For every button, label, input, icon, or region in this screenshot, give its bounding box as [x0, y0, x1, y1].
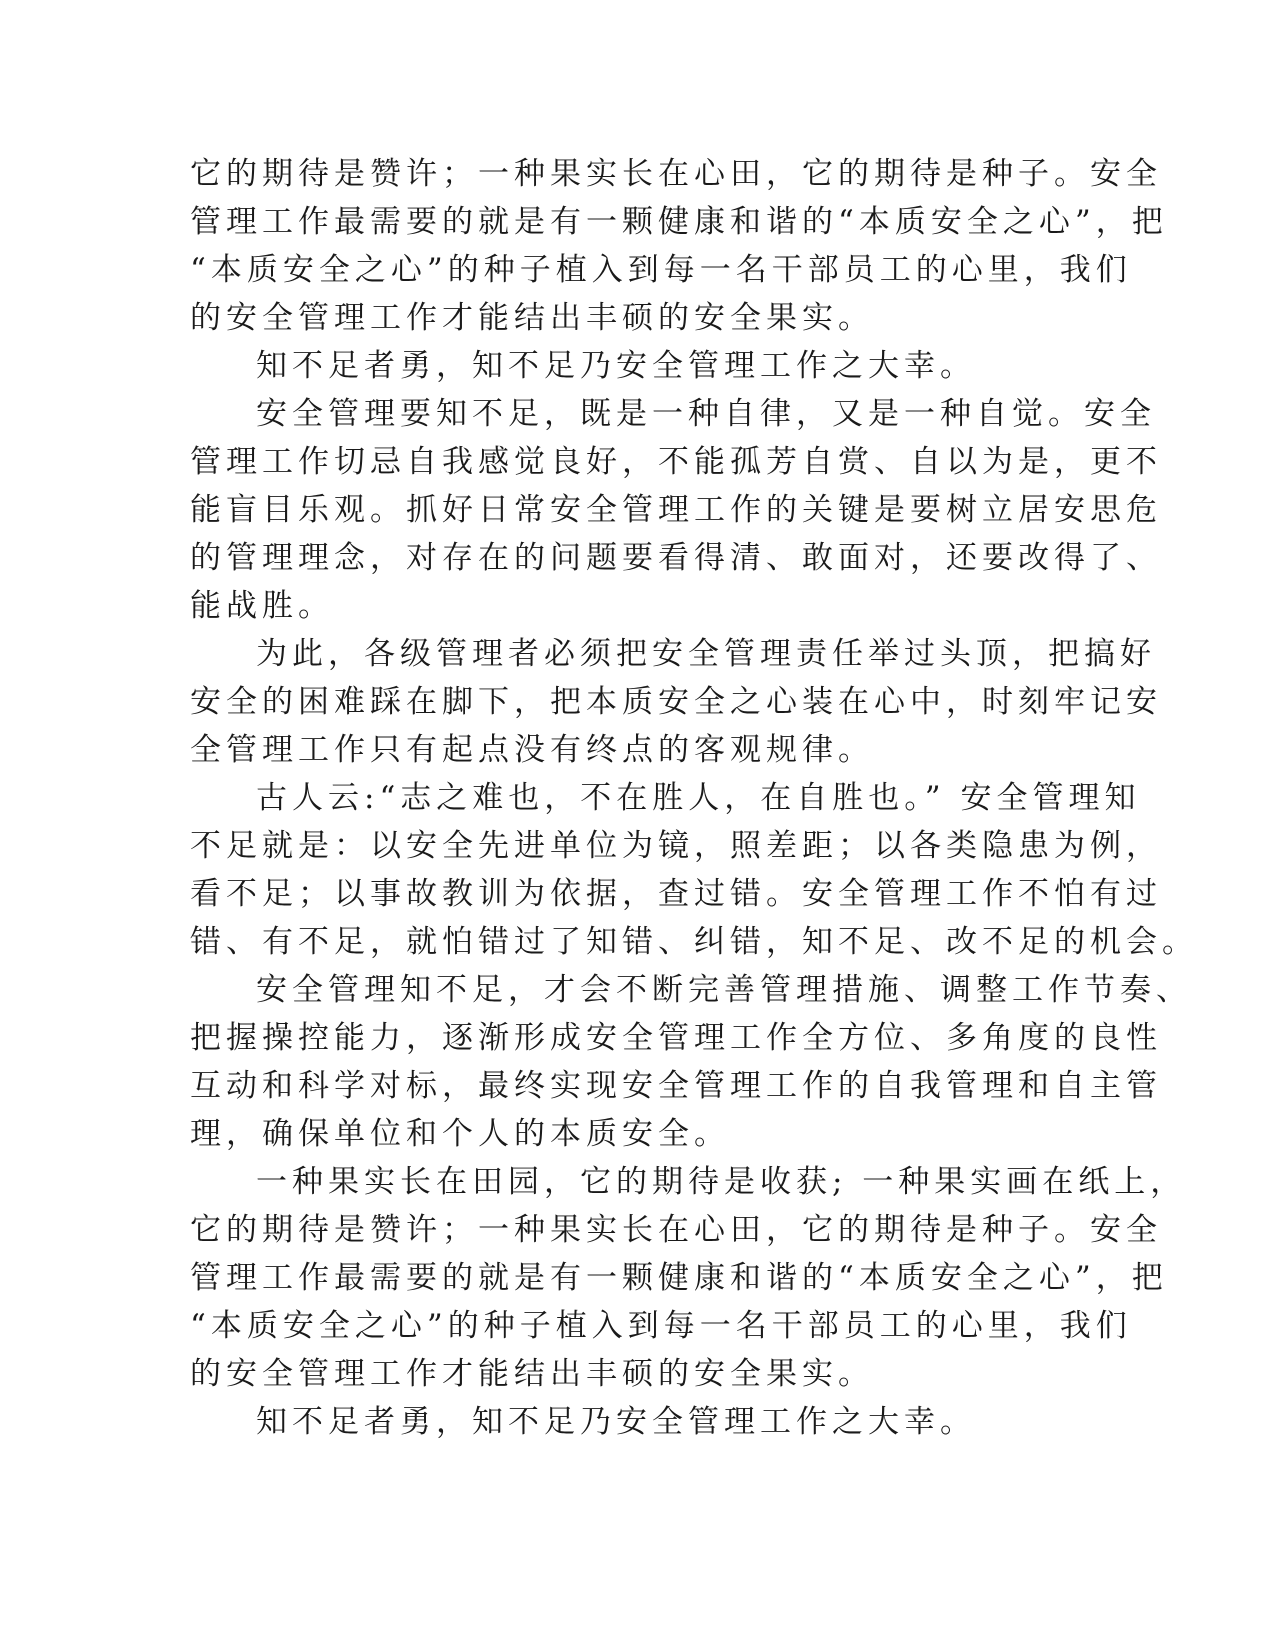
text-line: 看不足；以事故教训为依据，查过错。安全管理工作不怕有过 — [190, 876, 1162, 912]
body-text — [190, 150, 1198, 1446]
text-line: 为此，各级管理者必须把安全管理责任举过头顶，把搞好 — [256, 636, 1156, 672]
text-line: 管理工作切忌自我感觉良好，不能孤芳自赏、自以为是，更不 — [190, 444, 1162, 480]
text-line: 安全的困难踩在脚下，把本质安全之心装在心中，时刻牢记安 — [190, 684, 1162, 720]
text-line: 理，确保单位和个人的本质安全。 — [190, 1116, 730, 1152]
text-line: 互动和科学对标，最终实现安全管理工作的自我管理和自主管 — [190, 1068, 1162, 1104]
text-line: 错、有不足，就怕错过了知错、纠错，知不足、改不足的机会。 — [190, 924, 1198, 960]
text-line: 能盲目乐观。抓好日常安全管理工作的关键是要树立居安思危 — [190, 492, 1162, 528]
text-line: 的安全管理工作才能结出丰硕的安全果实。 — [190, 300, 874, 336]
text-line: 它的期待是赞许；一种果实长在心田，它的期待是种子。安全 — [190, 156, 1162, 192]
text-line: 管理工作最需要的就是有一颗健康和谐的“本质安全之心”，把 — [190, 1260, 1168, 1296]
text-line: 安全管理要知不足，既是一种自律，又是一种自觉。安全 — [256, 396, 1156, 432]
text-line: “本质安全之心”的种子植入到每一名干部员工的心里，我们 — [190, 252, 1132, 288]
text-line: 一种果实长在田园，它的期待是收获; 一种果实画在纸上， — [256, 1164, 1187, 1200]
text-line: 不足就是：以安全先进单位为镜，照差距；以各类隐患为例， — [190, 828, 1162, 864]
text-line: 把握操控能力，逐渐形成安全管理工作全方位、多角度的良性 — [190, 1020, 1162, 1056]
text-line: 能战胜。 — [190, 588, 334, 624]
text-line: 它的期待是赞许；一种果实长在心田，它的期待是种子。安全 — [190, 1212, 1162, 1248]
text-line: 的安全管理工作才能结出丰硕的安全果实。 — [190, 1356, 874, 1392]
text-line: 全管理工作只有起点没有终点的客观规律。 — [190, 732, 874, 768]
text-line: 管理工作最需要的就是有一颗健康和谐的“本质安全之心”，把 — [190, 204, 1168, 240]
text-line: 古人云:“志之难也，不在胜人，在自胜也。” 安全管理知 — [256, 780, 1141, 816]
text-line: 知不足者勇，知不足乃安全管理工作之大幸。 — [256, 1404, 976, 1440]
text-line: 的管理理念，对存在的问题要看得清、敢面对，还要改得了、 — [190, 540, 1162, 576]
text-line: 知不足者勇，知不足乃安全管理工作之大幸。 — [256, 348, 976, 384]
text-line: 安全管理知不足，才会不断完善管理措施、调整工作节奏、 — [256, 972, 1192, 1008]
text-line: “本质安全之心”的种子植入到每一名干部员工的心里，我们 — [190, 1308, 1132, 1344]
